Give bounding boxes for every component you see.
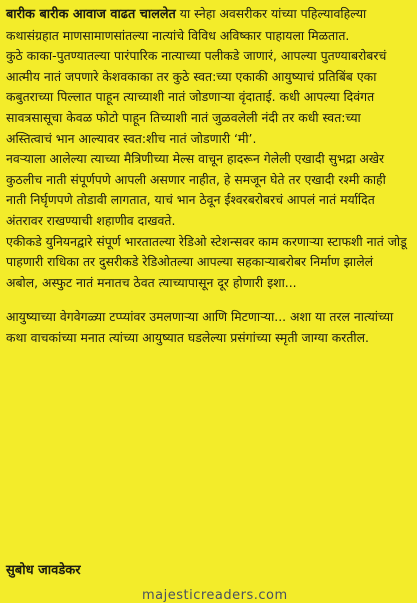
intro-text: या स्नेहा अवसरीकर यांच्या पहिल्यावहिल्या कथासंग्रहात माणसामाणसांतल्या नात्यांचे विविध अविष्कार पाहायला मिळतात. <box>6 6 367 43</box>
blurb-paragraph-relations: कुठे काका-पुतण्यातल्या पारंपारिक नात्याच्या पलीकडे जाणारं, आपल्या पुतण्याबरोबरचं आत्मीय नातं जपणारे केशवकाका तर कुठे स्वत:च्या एकाकी आयुष्याचं प्रतिबिंब एका कबुतराच्या पिल्लात पाहून त्याच्याशी नातं जोडणाऱ्या वृंदाताई. कधी आपल्या दिवंगत सावत्रसासूचा केवळ फोटो पाहून तिच्याशी नातं जुळवलेली नंदी तर कधी स्वत:च्या अस्तित्वाचं भान आल्यावर स्वत:शीच नातं जोडणारी ‘मी’. <box>6 48 387 146</box>
watermark: majesticreaders.com <box>142 588 288 603</box>
author-signature: सुबोध जावडेकर <box>6 563 81 578</box>
blurb-paragraph-closing: आयुष्याच्या वेगवेगळ्या टप्प्यांवर उमलणाऱ्या आणि मिटणाऱ्या... अशा या तरल नात्यांच्या कथा वाचकांच्या मनात त्यांच्या आयुष्यात घडलेल्या प्रसंगांच्या स्मृती जाग्या करतील. <box>6 309 394 345</box>
blurb-paragraph-radhika: एकीकडे युनियनद्वारे संपूर्ण भारतातल्या रेडिओ स्टेशन्सवर काम करणाऱ्या स्टाफशी नातं जोडू पाहणारी राधिका तर दुसरीकडे रेडिओतल्या आपल्या सहकाऱ्याबरोबर निर्माण झालेलं अबोल, अस्फुट नातं मनातच ठेवत त्याच्यापासून दूर होणारी इशा... <box>6 233 407 290</box>
blurb-paragraph-intro <box>6 4 408 46</box>
book-title-lead: बारीक बारीक आवाज वाढत चाललेत <box>6 7 176 22</box>
blurb-paragraph-subhadra: नवऱ्याला आलेल्या त्याच्या मैत्रिणीच्या मेल्स वाचून हादरून गेलेली एखादी सुभद्रा अखेर कुठलीच नाती संपूर्णपणे आपली असणार नाहीत, हे समजून घेते तर एखादी रश्मी काही नाती निर्घृणपणे तोडावी लागतात, याचं भान ठेवून ईश्वरबरोबरचं आपलं नातं मर्यादित अंतरावर राखण्याची शहाणीव दाखवते. <box>6 151 386 228</box>
